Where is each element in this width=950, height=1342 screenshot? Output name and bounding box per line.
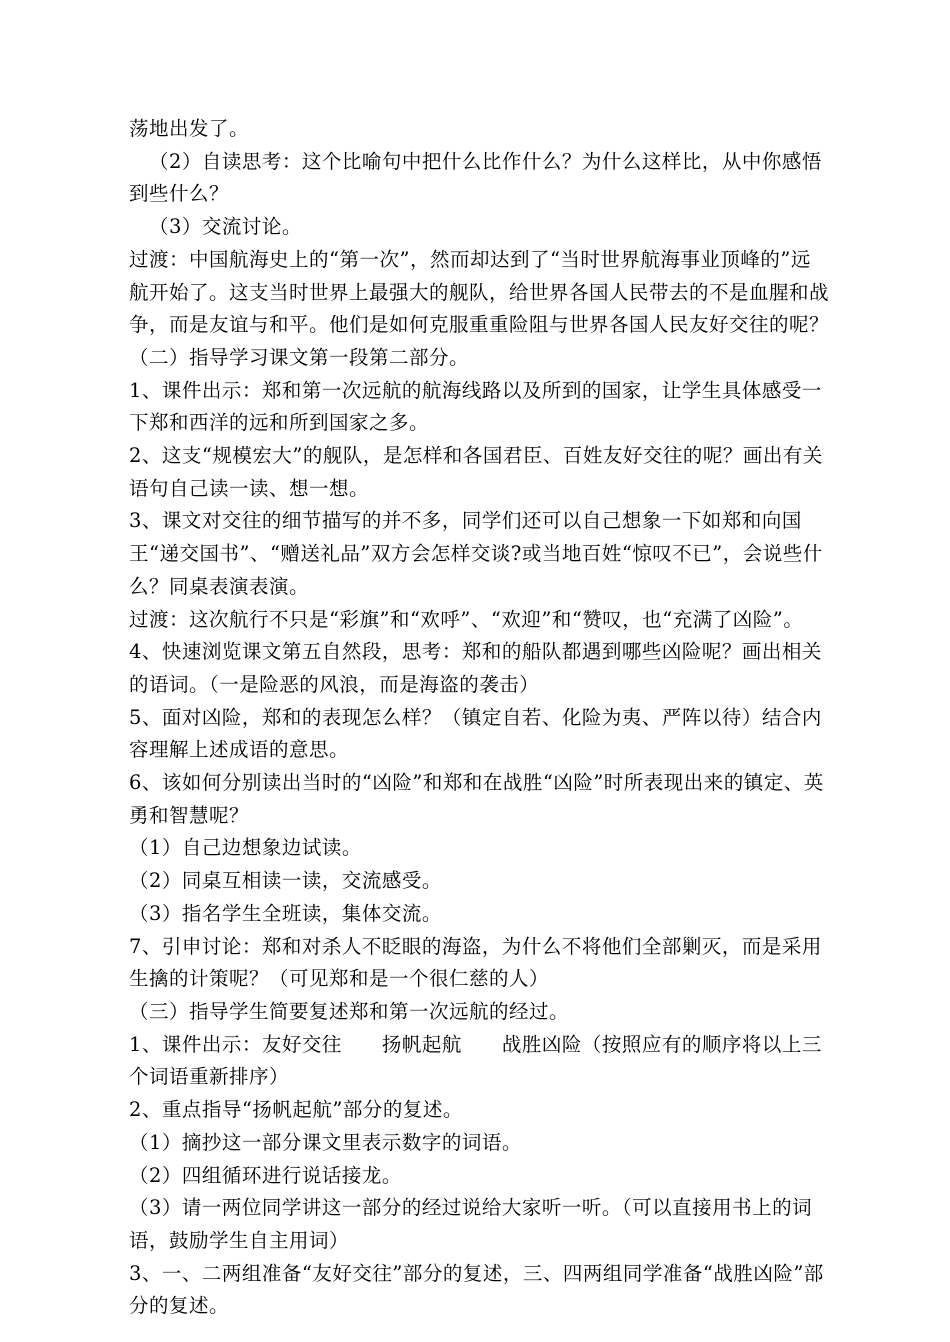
paragraph-transition-2: 过渡：这次航行不只是“彩旗”和“欢呼”、“欢迎”和“赞叹，也“充满了凶险”。	[129, 607, 804, 631]
paragraph-item-2: 2、这支“规模宏大”的舰队，是怎样和各国君臣、百姓友好交往的呢？画出有关语句自己读一读、想一想。	[129, 444, 823, 500]
paragraph-item-3b: 3、一、二两组准备“友好交往”部分的复述，三、四两组同学准备“战胜凶险”部分的复述。	[129, 1261, 824, 1318]
document-body	[129, 113, 829, 1323]
paragraph-item-1: 1、课件出示：郑和第一次远航的航海线路以及所到的国家，让学生具体感受一下郑和西洋的远和所到国家之多。	[129, 378, 822, 435]
paragraph-item-6: 6、该如何分别读出当时的“凶险”和郑和在战胜“凶险”时所表现出来的镇定、英勇和智慧呢？	[129, 771, 824, 827]
paragraph-item-3: 3、课文对交往的细节描写的并不多，同学们还可以自己想象一下如郑和向国王“递交国书”、“赠送礼品”双方会怎样交谈?或当地百姓“惊叹不已”，会说些什么？同桌表演表演。	[129, 509, 823, 598]
paragraph-subitem-3: （3）指名学生全班读，集体交流。	[129, 901, 442, 925]
paragraph-subitem-1b: （1）摘抄这一部分课文里表示数字的词语。	[129, 1130, 522, 1154]
paragraph-subitem-2: （2）同桌互相读一读，交流感受。	[129, 869, 442, 893]
paragraph-item-4: 4、快速浏览课文第五自然段，思考：郑和的船队都遇到哪些凶险呢？画出相关的语词。（一是险恶的风浪，而是海盗的袭击）	[129, 640, 822, 696]
paragraph-transition-1: 过渡：中国航海史上的“第一次”，然而却达到了“当时世界航海事业顶峰的”远航开始了。这支当时世界上最强大的舰队，给世界各国人民带去的不是血腥和战争，而是友谊与和平。他们是如何克服重重险阻与世界各国人民友好交往的呢？	[129, 247, 830, 337]
paragraph-continuation: 荡地出发了。	[129, 117, 250, 140]
paragraph-item-7: 7、引申讨论：郑和对杀人不眨眼的海盗，为什么不将他们全部剿灭，而是采用生擒的计策呢？（可见郑和是一个很仁慈的人）	[129, 934, 822, 991]
paragraph-item-2b: 2、重点指导“扬帆起航”部分的复述。	[129, 1098, 463, 1122]
paragraph-item-1b: 1、课件出示：友好交往 扬帆起航 战胜凶险（按照应有的顺序将以上三个词语重新排序）	[129, 1032, 822, 1089]
paragraph-subitem-1: （1）自己边想象边试读。	[129, 836, 362, 860]
paragraph-step-3: （3）交流讨论。	[149, 215, 302, 239]
paragraph-subitem-2b: （2）四组循环进行说话接龙。	[129, 1163, 402, 1187]
section-heading-3: （三）指导学生简要复述郑和第一次远航的经过。	[129, 999, 570, 1023]
section-heading-2: （二）指导学习课文第一段第二部分。	[129, 345, 470, 369]
paragraph-item-5: 5、面对凶险，郑和的表现怎么样？（镇定自若、化险为夷、严阵以待）结合内容理解上述成语的意思。	[129, 705, 822, 762]
paragraph-subitem-3b: （3）请一两位同学讲这一部分的经过说给大家听一听。（可以直接用书上的词语，鼓励学生自主用词）	[129, 1196, 813, 1252]
paragraph-step-2: （2）自读思考：这个比喻句中把什么比作什么？为什么这样比，从中你感悟到些什么？	[129, 149, 822, 206]
